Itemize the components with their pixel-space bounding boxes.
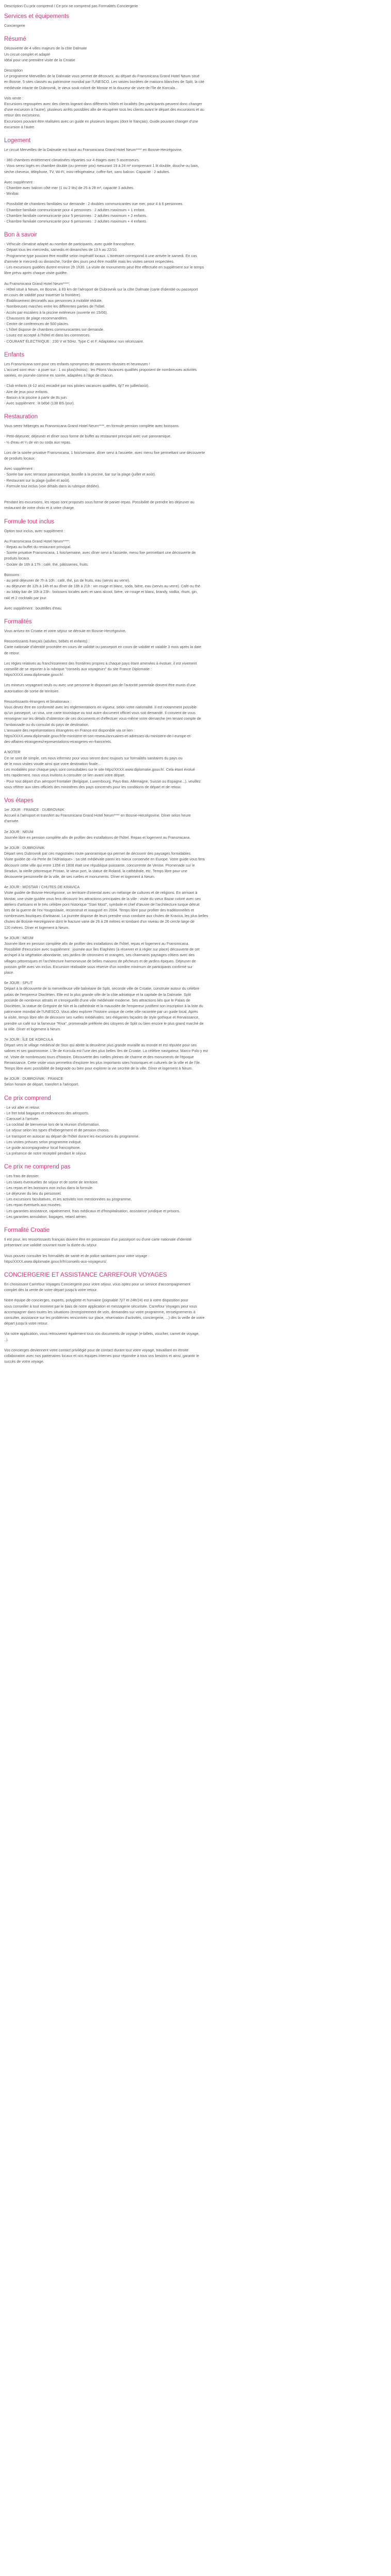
text-line: Boissons : — [4, 572, 22, 577]
text-line: de le nous visites voude ainsi que votre destination finale... — [4, 761, 101, 766]
paragraph — [4, 450, 387, 461]
text-line: - Aire de jeux pour enfants. — [4, 389, 48, 394]
section-title: Logement — [4, 138, 31, 144]
text-line: excursion à l'autre. — [4, 124, 36, 129]
text-line: l'ambassade ou du consulat du pays de destination. — [4, 722, 89, 727]
text-line: poisson grillé avec vin inclus. Excursion réalisable sous réserve d'un nombre minimum de participants confirmé sur — [4, 964, 193, 969]
text-line: Départ vers le village médiéval de Ston qui abrite la deuxième plus grande muraille au monde et est réputée pour ses — [4, 1043, 197, 1048]
text-line: Lors de la soirée privative Fransmicana, 1 fois/semaine, dîner servi à l'assiette, avec menu fixe permettant une découverte — [4, 450, 205, 455]
paragraph — [4, 494, 387, 511]
text-line: Conciergerie — [4, 23, 25, 28]
section-restauration — [4, 413, 387, 511]
text-line: A NOTER — [4, 750, 21, 755]
text-line: salines et ses gastronomie. L'île de Korcula est l'une des plus belles îles de Croatie. La célèbre navigateur, Marco Polo y est — [4, 1048, 208, 1054]
text-line: - Carousel à l'arrivée. — [4, 1116, 40, 1122]
text-line: prendre un café sur la fameuse "Riva", promenade préférée des citoyens de Split ou bien encore le plus grand marché de — [4, 1021, 204, 1026]
text-line: né. Visite de nombreuses tours d'histoire. Découverte des ruelles pleines de charme et des monuments de l'époque — [4, 1054, 194, 1059]
paragraph — [4, 572, 387, 601]
paragraph — [4, 538, 387, 567]
text-line: Temps libre avec possibilité de baignade ou bien pour explorer la vie secrète de la ville. Dîner et logement à Neum. — [4, 1066, 193, 1071]
text-line: - Les repas éventuels aux musées. — [4, 1202, 62, 1208]
paragraph — [4, 361, 387, 379]
section-title: Ce prix ne comprend pas — [4, 1164, 71, 1171]
paragraph — [4, 1076, 387, 1087]
text-line: Vous serez hébergés au Fransmicana Grand Hotel Neum****, en formule pension complète avec boissons. — [4, 423, 180, 429]
section-title: Services et équipements — [4, 13, 69, 20]
paragraph — [4, 829, 387, 840]
section-tout-inclus — [4, 518, 387, 611]
text-line: présentant une validité couvrant toute la durée du séjour. — [4, 1243, 98, 1248]
text-line: Il est pour, les ressortissants français doivent être en possession d'un passeport ou d'une carte nationale d'identité — [4, 1237, 192, 1242]
text-line: https/XXXX.www.diplomatie.gouv.fr/fr/conseils-aux-voyageurs/. — [4, 1259, 108, 1264]
section-logement — [4, 137, 387, 224]
text-line: 120 mètres. Dîner et logement à Neum. — [4, 925, 70, 930]
text-line: Notre équipe de concierges, experts, polyglotte et humaine (joignable 7j/7 et 24h/24) est à votre disposition pour — [4, 1298, 188, 1303]
text-line: - Les taxes éventuelles de séjour et de sortie de territoire. — [4, 1179, 99, 1184]
text-line: complet dès la vente de votre départ jusqu'à votre retour. — [4, 1287, 98, 1293]
paragraph-heading: Description — [4, 68, 23, 73]
text-line: - Centre de conférences de 500 places. — [4, 321, 69, 326]
paragraph — [4, 1173, 387, 1219]
text-line: - 380 chambres entièrement climatisées réparties sur 4 étages avec 5 ascenseurs. — [4, 158, 140, 163]
paragraph — [4, 201, 387, 224]
section-prix-ne-comprend-pas — [4, 1163, 387, 1219]
text-line: - Possibilité de chambres familiales sur demande : 2 doubles communicantes vue mer, pour 4 à 6 personnes. — [4, 201, 184, 207]
text-line: succès de votre voyage. — [4, 1359, 44, 1364]
text-line: 1er JOUR : FRANCE · DUBROVNIK — [4, 807, 64, 812]
text-line: - Club enfants (4-12 ans) encadré par nos pilotes vacances qualifiés, 6j/7 en juillet/août). — [4, 383, 150, 388]
text-line: de produits locaux. — [4, 455, 36, 461]
section-title: Bon à savoir — [4, 232, 37, 239]
text-line: Idéal pour une première visite de la Croatie — [4, 57, 75, 62]
paragraph — [4, 980, 387, 1032]
section-services — [4, 13, 387, 28]
text-line: - Véhicule climatisé adapté au nombre de participants, avec guide francophone. — [4, 242, 135, 247]
text-line: 3e JOUR : DUBROVNIK — [4, 845, 45, 850]
text-line: accompagner dans toutes les situations (enregistrement de vols, demandes sur votre programme, renseignements à — [4, 1309, 196, 1314]
text-line: - au petit déjeuner de 7h à 10h : café, thé, jus de fruits, eau (servis au verre). — [4, 578, 131, 583]
text-line: Les Fransmicana sont pour ces enfants synonymes de vacances réussies et heureuses ! — [4, 361, 150, 366]
text-line: - Nombreuses marches entre les différentes parties de l'hôtel. — [4, 304, 105, 309]
text-line: Les modalités pour chaque pays sont consultables sur le site https/XXXX.www.diplomatie.gouv.fr/. Cela étant évolué — [4, 767, 195, 772]
paragraph — [4, 433, 387, 445]
paragraph — [4, 628, 387, 634]
text-line: - Les repas et les boissons non inclus dans la formule. — [4, 1185, 93, 1190]
section-title: Résumé — [4, 36, 26, 43]
paragraph-heading: Vols vente : — [4, 95, 24, 100]
text-line: Visite guidée de Bosnie-Herzégovine, un territoire d'oriental avec un mélange de cultures et de religions. En arrivant à — [4, 890, 198, 895]
paragraph — [4, 1347, 387, 1365]
text-line: - Les frais de dossier. — [4, 1174, 40, 1179]
text-line: - Chambre familiale communicante pour 6 personnes : 2 adultes maximum + 4 enfants. — [4, 219, 148, 224]
text-line: - Le déjeuner du lieu du personnel. — [4, 1191, 62, 1196]
text-line: ..). — [4, 1337, 9, 1342]
text-line: 4e JOUR : MOSTAR / CHUTES DE KRAVICA — [4, 885, 80, 890]
text-line: - Avec supplément : lit bébé (138 BS /jour). — [4, 400, 75, 405]
text-line: - Chambre familiale communicante pour 4 personnes : 2 adultes maximum + 1 enfant. — [4, 207, 145, 212]
section-resume — [4, 36, 387, 130]
paragraph — [4, 1253, 387, 1264]
text-line: ateliers d'artisans et le très célèbre pont historique "Stari Most", symbole et chef d'œuvre de l'architecture turque détruit — [4, 902, 200, 907]
text-line: d'une excursion à l'autre), plusieurs arrêts possibles afin de récupérer tous les clients avant le départ des excursions et au — [4, 107, 204, 112]
text-line: d'arrivée le mercredi ou dimanche, l'ordre des jours peut être modifié mais les visites seront respectées. — [4, 259, 174, 264]
text-line: - Le séjour selon les types d'hébergement et de pension choisis. — [4, 1128, 110, 1133]
text-line: Visite guidée de «la Perle de l'Adriatique» : sa cité médiévale parmi les mieux conservée en Europe. Votre guide vous fera — [4, 857, 205, 862]
text-line: - au lobby bar de 10h à 23h : boissons locales avec et sans alcool, bière, vin rouge et blanc, brandy, vodka, rhum, gin, — [4, 589, 198, 595]
text-line: variées, en journée comme en soirée, adaptées à l'âge de chacun. — [4, 373, 113, 378]
paragraph — [4, 935, 387, 975]
text-line: - La cocktail de bienvenue lors de la réunion d'information. — [4, 1122, 100, 1127]
text-line: - Les garanties assistance, rapatriement, frais médicaux et d'hospitalisation, assistance juridique et prisons. — [4, 1208, 181, 1213]
text-line: - au déjeuner de 12h à 14h et au dîner de 19h à 21h : vin rouge et blanc, soda, bière, eau (servis au verre). Café ou thé. — [4, 584, 201, 589]
paragraph — [4, 528, 387, 534]
text-line: Vous pouvez consulter les formalités de santé et de police sanitaires pour votre voyage : — [4, 1253, 150, 1258]
text-line: chutes de Bosnie-Herzégovine dont le fracture varie de 26 à 28 mètres et tombant d'un niveau de 26 cercle large de — [4, 919, 194, 924]
text-line: - Hôtel situé à Neum, en Bosnie, à 83 km de l'aéroport de Dubrovnik sur la côte Dalmate (carte d'identité ou passeport — [4, 286, 198, 292]
text-line: 5e JOUR : NEUM — [4, 935, 34, 940]
text-line: produits locaux. — [4, 556, 30, 561]
section-enfants — [4, 351, 387, 406]
text-line: - Soirée bar avec terrasse panoramique, boutille à la piscine, bar sur la plage (juillet et août). — [4, 472, 156, 477]
text-line: patrimoine mondial de l'UNESCO. Vous allez explorer l'histoire unique de cette ville racontée par un guide local. Après — [4, 1009, 198, 1014]
paragraph — [4, 605, 387, 611]
paragraph — [4, 157, 387, 175]
text-line: Pendant les excursions, les repas sont proposés sous forme de panier-repas. Possibilité de prendre les déjeuner au — [4, 500, 194, 505]
text-line: - Les excursions guidées durent environ 2h 1h30. La visite de monuments peut être effectuée en supplément sur le temps — [4, 265, 204, 270]
text-line: Départ à la découverte de la merveilleuse ville balnéaire de Split, seconde ville de Croatie, construite autour du célèbre — [4, 986, 200, 991]
text-line: Excursions regroupées avec des clients logeant dans différents hôtels et localités (les participants peuvent donc changer — [4, 101, 202, 107]
paragraph — [4, 682, 387, 693]
text-line: Carte nationale d'identité procédée en cours de validité ou passeport en cours de validité et valable 3 mois après la date — [4, 645, 202, 650]
text-line: Dioclétien, la statue de Grégoire de Nin et la cathédrale et la mausolée de l'empereur justifient son inscription à la liste du — [4, 1004, 203, 1008]
paragraph — [4, 1037, 387, 1071]
section-title: CONCIERGERIE ET ASSISTANCE CARREFOUR VOYAGES — [4, 1272, 167, 1278]
text-line: - Chambre familiale communicante pour 5 personnes : 2 adultes maximum + 2 enfants. — [4, 213, 148, 218]
text-line: - L'hôtel dispose de chambres communicantes sur demande. — [4, 327, 104, 332]
text-line: L'accueil sont réus - à jouer sur : 1 ou plus(choisis) : les Piloris Vacances qualifiés proposent de nombreuses activités — [4, 367, 197, 372]
text-line: Découverte de 4 villes majeurs de la côte Dalmate — [4, 46, 87, 51]
paragraph — [4, 23, 387, 28]
text-line: - Accès par escaliers à la piscine extérieure (ouverte en 15/06). — [4, 310, 108, 315]
text-line: renseigner sur les détails d'obtention de ces documents et d'effectuer vous-même votre démarche (en tenant compte de — [4, 716, 201, 721]
text-line: Vos concierges deviennent votre contact privilégié pour de contact durant tout votre voyage, travaillant en étroite — [4, 1347, 189, 1352]
text-line: Possibilité d'excursion avec supplément : journée aux îles Elaphites (à réserver et à régler sur place) découverte de cet — [4, 947, 200, 952]
section-formalites — [4, 618, 387, 790]
text-line: - Vous serez logés en chambre double (ou premier prix) mesurant 19 à 24 m² comprenant 1 lit double, douche ou bain, — [4, 163, 199, 168]
text-line: de retour. — [4, 650, 20, 655]
text-line: - Petit-déjeuner, déjeuner et dîner sous forme de buffet au restaurant principal avec vue panoramique. — [4, 434, 172, 439]
section-prix-comprend — [4, 1095, 387, 1157]
paragraph — [4, 1281, 387, 1293]
text-line: collaboration avec nos partenaires locaux et nos équipes internes pour répondre à tous vos besoins et ainsi, garantir le — [4, 1353, 199, 1358]
text-line: 2e JOUR : NEUM — [4, 829, 34, 834]
text-line: Excursions pouvant être réalisées avec un guide en plusieurs langues (dont le français). Guide pouvant changer d'une — [4, 118, 199, 124]
text-line: Un circuit complet et adapté — [4, 52, 51, 57]
text-line: - Établissement décoratifs aux personnes à mobilité réduite. — [4, 298, 103, 303]
text-line: retour des excursions. — [4, 113, 41, 118]
text-line — [4, 494, 387, 499]
text-line: des-affaires-etrangeres/representations-etrangeres-en-france/ets. — [4, 739, 112, 744]
section-conciergerie — [4, 1272, 387, 1364]
text-line: Ce ne sont de simple, ces nous informez pour vous seront donc toujours sur formalités sanitaires du pays ou — [4, 755, 183, 760]
text-line: - Les visites prévues selon programme indiqué. — [4, 1139, 82, 1144]
paragraph — [4, 179, 387, 197]
text-line: 7e JOUR : ÎLE DE KORCULA — [4, 1037, 54, 1042]
text-line: en Bosnie, 5 sites classés au patrimoine mondial par l'UNESCO. Les vastes bordées de maisons blanches de Split, la cité — [4, 79, 205, 84]
text-line: Le programme Merveilles de la Dalmatie vous permet de découvrir, au départ du Fransmicana Grand Hotel Neum situé — [4, 74, 200, 79]
text-line: Journée libre en pension complète afin de profiter des installations de l'hôtel. Repas et logement au Fransmicana. — [4, 835, 191, 840]
sections-container — [4, 13, 387, 1364]
text-line: Accueil à l'aéroport et transfert au Fransmicana Grand Hotel Neum**** en Bosnie-Herzégovine. Dîner selon heure — [4, 813, 191, 818]
paragraph — [4, 807, 387, 824]
text-line: place. — [4, 970, 14, 975]
text-line: Avec supplément : — [4, 466, 35, 471]
section-title: Formalité Croatie — [4, 1227, 50, 1234]
text-line: Ressortissants étrangers et binationaux : — [4, 699, 72, 704]
paragraph — [4, 1297, 387, 1326]
text-line: la visite, temps libre afin de découvrir ses ruelles médiévales, ses élégantes façades de style gothique et Renaissance, — [4, 1015, 200, 1020]
paragraph — [4, 147, 387, 152]
text-line: - ½ d'eau et ¼ de vin ou soda aux repas. — [4, 439, 72, 445]
paragraph — [4, 845, 387, 879]
paragraph — [4, 884, 387, 930]
text-line: - Chambre avec balcon côté mer (1 ou 2 lits) de 25 à 28 m², capacité 3 adultes. — [4, 185, 135, 191]
section-title: Restauration — [4, 414, 38, 420]
text-line: départ jusqu'à votre retour. — [4, 1321, 48, 1326]
text-line: - Soirée privative Fransmicana, 1 fois/semaine, avec dîner servi à l'assiette, menu fixe permettant une découverte de — [4, 550, 196, 555]
text-line: lors de la guerre de l'ex-Yougoslavie, reconstruit et inauguré en 2004. Temps libre pour profiter des traditionnelles et — [4, 907, 194, 912]
text-line: Renaissance. Cette visite vous permettra d'explorer les plus importants sites historiques et culturels de la ville et de l'île. — [4, 1060, 201, 1065]
text-line: https/XXXX.www.diplomatie.gouv.fr/le-ministere-et-son-reseau/annuaires-et-adresses-du-ministere-de-l-europe-et- — [4, 734, 192, 739]
text-line: - Programme type pouvant être modifié selon impératif locaux. L'itinéraire correspond à une arrivée le samedi. En cas — [4, 253, 197, 258]
paragraph — [4, 95, 387, 130]
text-line: en cours de validité pour traverser la frontière). — [4, 292, 82, 297]
text-line: - La présence de notre recepteil pendant le séjour. — [4, 1151, 87, 1156]
text-line: libre prévu après chaque visite guidée. — [4, 270, 68, 276]
text-line: archipel à la végétation abondante, ses jardins de citronniers et orangers, ses charmants paysages côtiers avec des — [4, 953, 195, 958]
text-line: - Repas au buffet du restaurant principal. — [4, 545, 72, 549]
text-line: - Bassin à la piscine à partir de 8s juin. — [4, 395, 68, 400]
paragraph — [4, 423, 387, 429]
paragraph — [4, 466, 387, 489]
text-line: - COURANT ÉLECTRIQUE : 230 V et 50Hz. Type C et F. Adaptateur non nécessaire. — [4, 338, 144, 344]
text-line: - Goûter de 16h à 17h : café, thé, pâtisseries, fruits. — [4, 562, 89, 567]
text-line: la ville. Dîner et logement à Neum. — [4, 1026, 61, 1031]
paragraph — [4, 660, 387, 678]
section-title: Enfants — [4, 351, 24, 358]
text-line: d'arrivée. — [4, 819, 20, 824]
section-title: Vos étapes — [4, 797, 34, 804]
text-line: Ressortissants français (adultes, bébés et enfants) : — [4, 639, 90, 644]
text-line: découverte personnelle de la ville, de ses ruelles et monuments. Dîner et logement à Neum. — [4, 874, 155, 879]
paragraph — [4, 281, 387, 344]
text-line: rakl et 2 cocktails par jour. — [4, 595, 47, 600]
paragraph — [4, 699, 387, 745]
paragraph — [4, 1105, 387, 1157]
section-vos-etapes — [4, 797, 387, 1088]
section-title: Ce prix comprend — [4, 1095, 51, 1101]
text-line: L'annuaire des représentations étrangères en France est disponible via ce lien : — [4, 727, 135, 733]
paragraph — [4, 241, 387, 276]
text-line: qu'un passeport, un visa, une carte touristique ou tout autre document officiel vous soit demandé. Il convient de vous — [4, 710, 196, 716]
text-line: 6e JOUR : SPLIT — [4, 980, 33, 986]
text-line: Avec supplément : — [4, 179, 35, 184]
text-line: - Formule tout inclus (voir détails dans la rubrique dédiée). — [4, 483, 100, 488]
text-line: très rapidement, nous vous invitons à consulter ce lien avant votre départ. — [4, 773, 125, 778]
text-line: vous référer aux sites officiels des ministères des pays concernés pour les conditions de départ et de retour. — [4, 784, 182, 789]
text-line: médiévale intacte de Dubrovnik, le vieux souk coloré de Mostar et la douceur de vivre de l'île de Korcula... — [4, 85, 178, 90]
text-line: possède de nombreux attraits et s'enorgueillit d'une ville médiévale moderne. Ses attractions liés que le Palais de — [4, 997, 190, 1003]
text-line: Les mineurs voyageant seuls ou avec une personne le disposant pas de l'autorité parentale doivent être munis d'une — [4, 683, 196, 688]
text-line: 8e JOUR : DUBROVNIK · FRANCE — [4, 1076, 63, 1081]
text-line: Avec supplément : bouteilles d'eau. — [4, 605, 62, 611]
text-line: https/XXXX.www.diplomatie.gouv.fr/. — [4, 672, 64, 677]
section-formalite-croatie — [4, 1227, 387, 1264]
text-line: Au Fransmicana Grand Hotel Neum****: — [4, 538, 70, 544]
section-title: Formalités — [4, 619, 32, 625]
text-line: découvrir cette ville qui entre 1358 et 1808 était une république puissante, concurrente de Venise. Promenade sur le — [4, 862, 195, 868]
text-line: Départ vers Dubrovnik par ces magistrales route panoramique qui permet de découvrir des paysages formidables. — [4, 851, 192, 856]
text-line: Les règles relatives au franchissement des frontières propres à chaque pays étant amenées à évoluer, il est vivement — [4, 660, 197, 666]
text-line: Option tout inclus, avec supplément : — [4, 528, 65, 533]
paragraph — [4, 1331, 387, 1342]
text-line: - Le fret total bagages et redevances des aéroports. — [4, 1110, 90, 1115]
text-line: autorisation de sortie de territoire. — [4, 688, 60, 693]
text-line: - Pour tout départ d'un aéroport frontalier (Belgique, Luxembourg, Pays-Bas, Allemagne, Suisse ou Espagne...), veuillez — [4, 778, 201, 784]
section-bon-savoir — [4, 231, 387, 344]
section-title: Formule tout inclus — [4, 518, 55, 525]
text-line: - Les garanties annulation, bagages, retard aérien. — [4, 1214, 88, 1219]
paragraph — [4, 67, 387, 91]
text-line: conseillé de se reporter à la rubrique "conseils aux voyageurs" du site France Diplomatie : — [4, 667, 152, 672]
text-line: sèche cheveux, téléphone, TV, Wi-Fi, mini-réfrigérateur, coffre-fort, sans balcon. Capacité : 2 adultes. — [4, 169, 170, 174]
text-line: Le circuit Merveilles de la Dalmatie est basé au Fransmicana Grand Hotel Neum**** en Bosnie-Herzégovine. — [4, 147, 183, 152]
paragraph — [4, 749, 387, 789]
text-line: Journée libre en pension complète afin de profiter des installations de l'hôtel, repas et logement au Fransmicana. — [4, 941, 189, 946]
text-line: - Chaussons de plage recommandées. — [4, 315, 68, 320]
text-line: - Le guide accompagnateur local francophone. — [4, 1145, 81, 1150]
text-line: Vous arrivez en Croatie et votre séjour se déroule en Bosnie-Herzégovine. — [4, 629, 126, 634]
text-line: Mostar, une visite guidée vous fera découvrir les attractions principales de la ville : visite du vieux Bazar coloré avec ses — [4, 896, 201, 901]
text-line: - Départ tous les mercredis, samedis et dimanches de 13 h au 22/10. — [4, 247, 118, 252]
page-description: Description Cu prix comprend / Ce prix ne comprend pas Formalités Conciergerie — [4, 4, 138, 8]
paragraph — [4, 383, 387, 406]
text-line: - Le transport en autocar au départ de l'hôtel durant les excursions du programme. — [4, 1133, 140, 1139]
text-line: Selon horaire de départ, transfert à l'aéroport. — [4, 1082, 79, 1087]
text-line: En choisissant Carrefour Voyages Conciergerie pour votre séjour, vous optez pour un service d'accompagnement — [4, 1281, 190, 1286]
text-line: nombreuses boutiques d'artisanat. La journée dispose de leurs prendre vous conduire aux chutes de Kravica, les plus belles — [4, 913, 208, 919]
text-line: - Louez est accepté à l'hôtel et dans les commerces. — [4, 333, 91, 338]
text-line: - Minibar. — [4, 191, 20, 196]
text-line: restaurant de votre choix et à votre charge. — [4, 505, 75, 511]
text-line: villages pittoresques et l'architecture harmonieuse de belles maisons de pêcheurs et de jardins épiques. Déjeuner de — [4, 958, 196, 963]
text-line: consulter, assistance sur les problèmes rencontrés sur place, réservation d'activités, conciergerie, ...) dès la veille de votre — [4, 1315, 205, 1320]
text-line: palais de l'empereur Dioclétien. Elle est la plus grande ville de la côte adriatique et la capitale de la Dalmatie. Split — [4, 992, 191, 997]
text-line: - Restaurant sur la plage (juillet et août). — [4, 478, 70, 483]
text-line: Au Fransmicana Grand Hotel Neum****: — [4, 281, 70, 286]
paragraph — [4, 638, 387, 656]
text-line: vous conseiller à tout moment par le biais de notre application et messagerie sécurisée. Carrefour Voyages peut vous — [4, 1303, 197, 1309]
text-line: - Le vol aller et retour. — [4, 1105, 40, 1110]
text-line: Stradun, la vieille pittoresque Pristan, le vieux port, la statue de Roland, la cathédrale, etc. Temps libre pour une — [4, 868, 188, 873]
paragraph — [4, 45, 387, 63]
paragraph — [4, 1236, 387, 1248]
text-line: Via notre application, vous retrouverez également tous vos documents de voyage (e-billets, voucher, carnet de voyage, — [4, 1331, 200, 1336]
text-line: Vous devez être en conformité avec les réglementations en vigueur, selon votre nationalité. Il est notamment possible — [4, 705, 197, 710]
text-line: - Les excursions facultatives, et les activités non mentionnées au programme. — [4, 1197, 132, 1202]
